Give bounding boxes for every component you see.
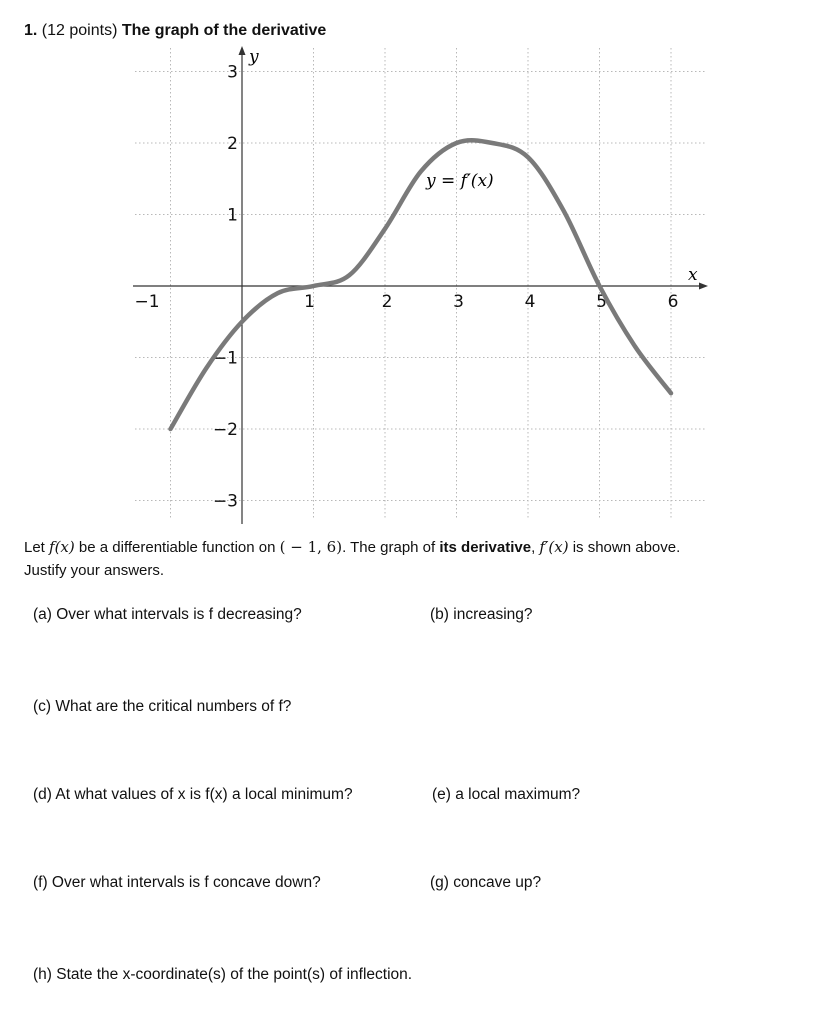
prompt-text-3: . The graph of: [342, 539, 440, 556]
prompt-fpx: f′(x): [539, 538, 569, 556]
question-g: (g) concave up?: [430, 874, 542, 891]
problem-title: The graph of the derivative: [121, 22, 327, 39]
y-tick-label: −3: [212, 491, 238, 512]
derivative-curve: [171, 140, 672, 429]
question-e: (e) a local maximum?: [432, 786, 581, 803]
prompt-text-2: be a differentiable function on: [74, 539, 280, 556]
prompt-text-4: ,: [531, 539, 540, 556]
x-axis-label: x: [688, 265, 698, 285]
x-tick-label: 5: [596, 292, 607, 312]
problem-points: (12 points): [41, 22, 118, 39]
x-tick-label: 4: [524, 292, 536, 312]
y-tick-label: 2: [227, 134, 238, 154]
x-tick-label: 3: [453, 292, 464, 312]
question-d: (d) At what values of x is f(x) a local minimum?: [33, 786, 353, 803]
question-b: (b) increasing?: [430, 606, 533, 623]
x-tick-label: 1: [304, 292, 315, 312]
x-axis-arrow: [699, 283, 708, 290]
problem-header: [24, 22, 326, 40]
y-axis-arrow: [239, 46, 246, 55]
question-f: (f) Over what intervals is f concave down?: [33, 874, 321, 891]
y-tick-label: −1: [212, 348, 238, 369]
prompt-text-1: Let: [24, 539, 50, 556]
derivative-graph: [0, 40, 840, 530]
problem-prompt: [24, 536, 824, 582]
y-tick-label: 1: [227, 205, 238, 226]
y-tick-label: −2: [212, 420, 238, 440]
prompt-text-5: is shown above.: [568, 539, 681, 556]
graph-svg: [0, 40, 840, 530]
x-tick-label: 2: [381, 292, 393, 312]
question-h: (h) State the x-coordinate(s) of the point(s) of inflection.: [33, 966, 413, 983]
y-tick-labels: [213, 63, 238, 512]
prompt-line-2: Justify your answers.: [24, 562, 165, 579]
x-tick-labels: [134, 292, 678, 312]
problem-number: 1.: [24, 22, 38, 39]
curve-label: y = f′(x): [426, 171, 494, 191]
y-tick-label: 3: [227, 62, 238, 83]
x-tick-label: −1: [134, 292, 160, 312]
y-axis-label: y: [249, 47, 259, 67]
question-a: (a) Over what intervals is f decreasing?: [33, 606, 302, 623]
question-c: (c) What are the critical numbers of f?: [33, 698, 292, 715]
x-tick-label: 6: [667, 292, 679, 312]
prompt-its-derivative: its derivative: [439, 539, 532, 556]
prompt-fx: f(x): [49, 538, 75, 556]
grid-lines: [135, 48, 705, 520]
prompt-interval: ( − 1, 6): [279, 538, 343, 556]
